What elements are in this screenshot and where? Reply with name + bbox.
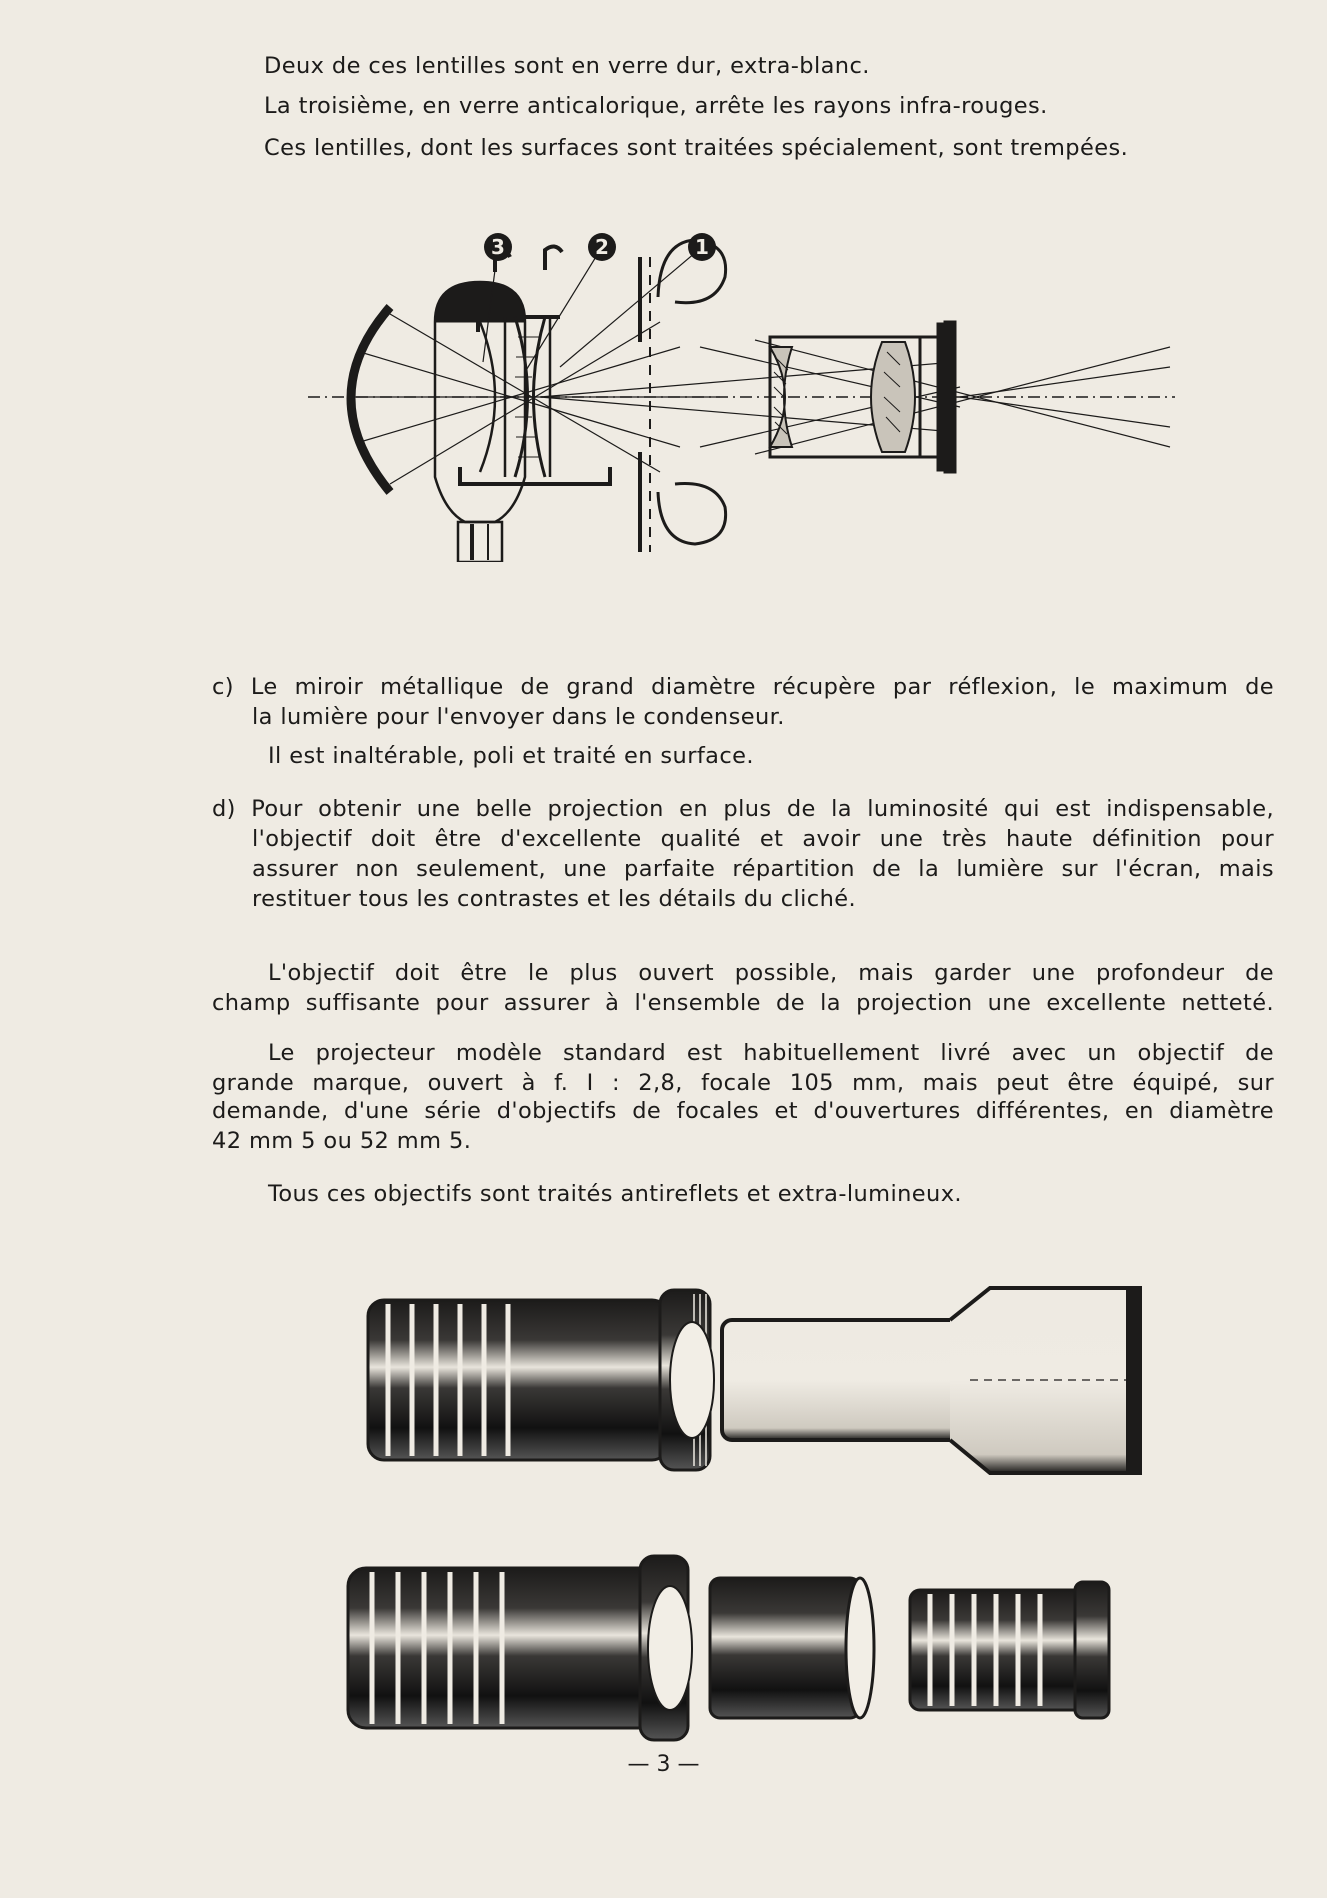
- standard-line-3: demande, d'une série d'objectifs de focales et d'ouvertures différentes, en diamètre: [212, 1098, 1274, 1124]
- section-d-line-3: assurer non seulement, une parfaite répartition de la lumière sur l'écran, mais: [252, 856, 1274, 882]
- intro-line-3: Ces lentilles, dont les surfaces sont traitées spécialement, sont trempées.: [264, 135, 1129, 161]
- section-d-line-2: l'objectif doit être d'excellente qualité et avoir une très haute définition pour: [252, 826, 1274, 852]
- standard-line-4: 42 mm 5 ou 52 mm 5.: [212, 1128, 472, 1154]
- page-number: — 3 —: [627, 1752, 700, 1777]
- section-c-line-2: la lumière pour l'envoyer dans le condenseur.: [252, 704, 785, 730]
- film-gate: [640, 240, 726, 552]
- treated-line-1: Tous ces objectifs sont traités antireflets et extra-lumineux.: [268, 1181, 962, 1207]
- svg-text:2: 2: [595, 235, 609, 259]
- callout-3: [484, 233, 512, 261]
- lens-barrel-small: [910, 1582, 1109, 1718]
- lens-barrel-large: [368, 1290, 714, 1470]
- lens-tube-short: [710, 1578, 874, 1718]
- lens-illustration-top: [360, 1268, 1160, 1493]
- callout-1: [688, 233, 716, 261]
- lens-adapter-tube: [722, 1288, 1140, 1473]
- section-c-line-3: Il est inaltérable, poli et traité en surface.: [268, 743, 754, 769]
- reflector-mirror: [351, 307, 390, 492]
- lens-illustration-bottom: [340, 1548, 1140, 1748]
- svg-text:3: 3: [491, 235, 505, 259]
- callout-2: [588, 233, 616, 261]
- intro-line-2: La troisième, en verre anticalorique, arrête les rayons infra-rouges.: [264, 93, 1048, 119]
- standard-line-2: grande marque, ouvert à f. I : 2,8, focale 105 mm, mais peut être équipé, sur: [212, 1070, 1274, 1096]
- section-d-line-4: restituer tous les contrastes et les détails du cliché.: [252, 886, 857, 912]
- aperture-line-1: L'objectif doit être le plus ouvert possible, mais garder une profondeur de: [268, 960, 1274, 986]
- section-d-line-1: d) Pour obtenir une belle projection en plus de la luminosité qui est indispensable,: [212, 796, 1274, 822]
- section-c-line-1: c) Le miroir métallique de grand diamètre récupère par réflexion, le maximum de: [212, 674, 1274, 700]
- optical-diagram: [300, 222, 1180, 562]
- standard-line-1: Le projecteur modèle standard est habituellement livré avec un objectif de: [268, 1040, 1274, 1066]
- lens-barrel-medium: [348, 1556, 692, 1740]
- light-rays: [355, 314, 1170, 484]
- aperture-line-2: champ suffisante pour assurer à l'ensemble de la projection une excellente netteté.: [212, 990, 1274, 1016]
- intro-line-1: Deux de ces lentilles sont en verre dur, extra-blanc.: [264, 53, 870, 79]
- svg-text:1: 1: [695, 235, 709, 259]
